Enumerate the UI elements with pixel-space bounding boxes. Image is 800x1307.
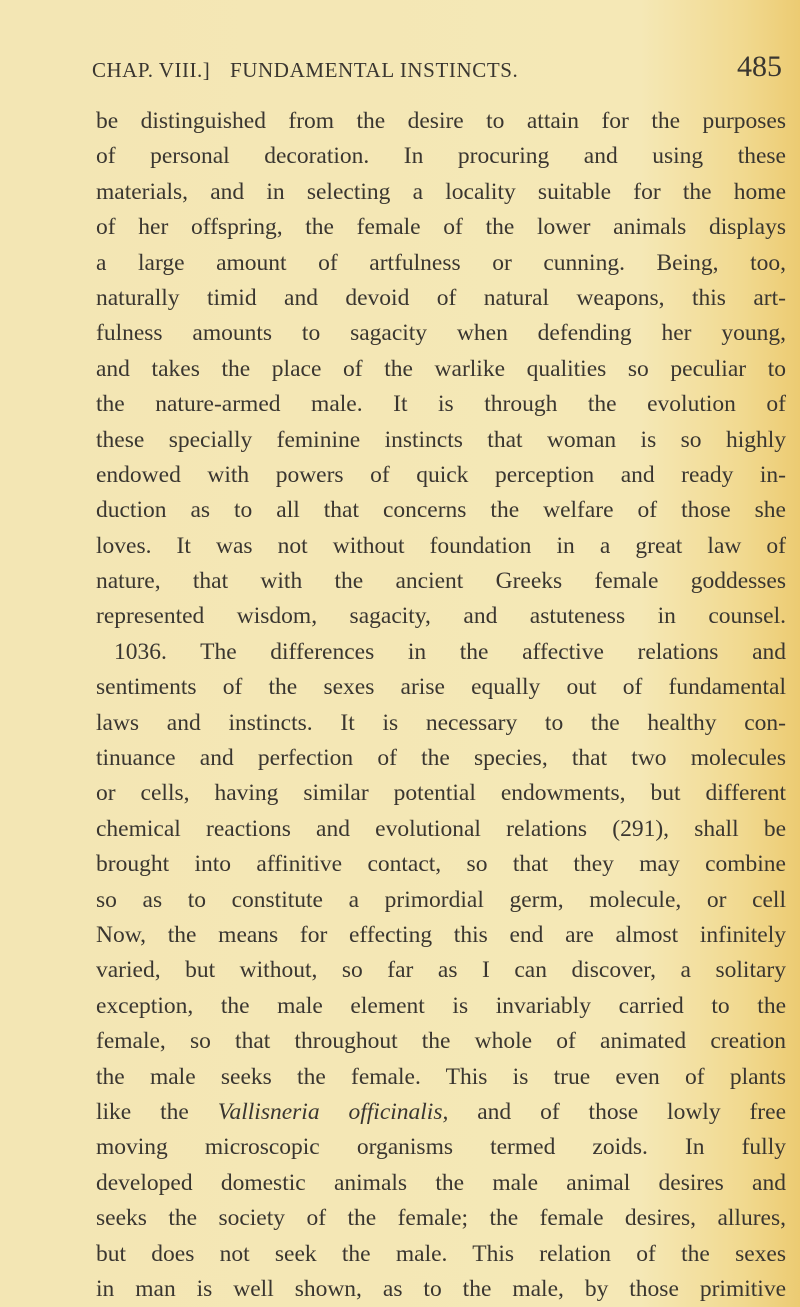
text-line: the nature-armed male. It is through the evolution of (96, 391, 786, 418)
text-line: be distinguished from the desire to attain for the purposes (96, 108, 786, 134)
body-text (96, 104, 786, 1307)
text-line: nature, that with the ancient Greeks female goddesses (96, 568, 786, 595)
text-line: materials, and in selecting a locality suitable for the home (96, 178, 786, 205)
text-line: so as to constitute a primordial germ, molecule, or cell (96, 886, 786, 913)
running-title: FUNDAMENTAL INSTINCTS. (230, 58, 519, 82)
text-line: naturally timid and devoid of natural weapons, this art- (96, 284, 786, 311)
text-line: the male seeks the female. This is true even of plants (96, 1063, 786, 1090)
text-segment: and of those lowly free (448, 1098, 786, 1125)
text-line: loves. It was not without foundation in a great law of (96, 532, 786, 559)
text-line (96, 1095, 786, 1130)
text-line: a large amount of artfulness or cunning. Being, too, (96, 249, 786, 276)
text-line: laws and instincts. It is necessary to the healthy con- (96, 709, 786, 736)
text-line: and takes the place of the warlike qualities so peculiar to (96, 355, 786, 382)
text-line: seeks the society of the female; the female desires, allures, (96, 1205, 786, 1232)
text-line: sentiments of the sexes arise equally out of fundamental (96, 674, 786, 701)
text-line: of her offspring, the female of the lower animals displays (96, 214, 786, 241)
italic-species-name: Vallisneria officinalis, (217, 1098, 449, 1125)
text-line: Now, the means for effecting this end are almost infinitely (96, 921, 786, 948)
text-line: chemical reactions and evolutional relations (291), shall be (96, 815, 786, 842)
text-line: in man is well shown, as to the male, by those primitive (96, 1275, 786, 1302)
text-line: of personal decoration. In procuring and using these (96, 143, 786, 170)
page-number: 485 (737, 50, 782, 83)
running-header (92, 50, 782, 90)
text-segment: like the (96, 1098, 218, 1125)
text-line: exception, the male element is invariably carried to the (96, 992, 786, 1019)
text-line: but does not seek the male. This relation of the sexes (96, 1240, 786, 1267)
text-line: these specially feminine instincts that woman is so highly (96, 426, 786, 453)
text-line: developed domestic animals the male animal desires and (96, 1169, 786, 1196)
text-line: varied, but without, so far as I can discover, a solitary (96, 957, 786, 984)
text-line: tinuance and perfection of the species, that two molecules (96, 745, 786, 772)
text-line: female, so that throughout the whole of animated creation (96, 1028, 786, 1055)
text-line: fulness amounts to sagacity when defending her young, (96, 320, 786, 347)
text-line: brought into affinitive contact, so that they may combine (96, 851, 786, 878)
text-line: duction as to all that concerns the welfare of those she (96, 497, 786, 524)
text-line: or cells, having similar potential endowments, but different (96, 780, 786, 807)
text-line: represented wisdom, sagacity, and astuteness in counsel. (96, 603, 786, 630)
text-line: endowed with powers of quick perception and ready in- (96, 461, 786, 488)
text-line: 1036. The differences in the affective relations and (114, 638, 786, 665)
chapter-label: CHAP. VIII.] (92, 58, 211, 82)
text-line: moving microscopic organisms termed zoids. In fully (96, 1134, 786, 1161)
